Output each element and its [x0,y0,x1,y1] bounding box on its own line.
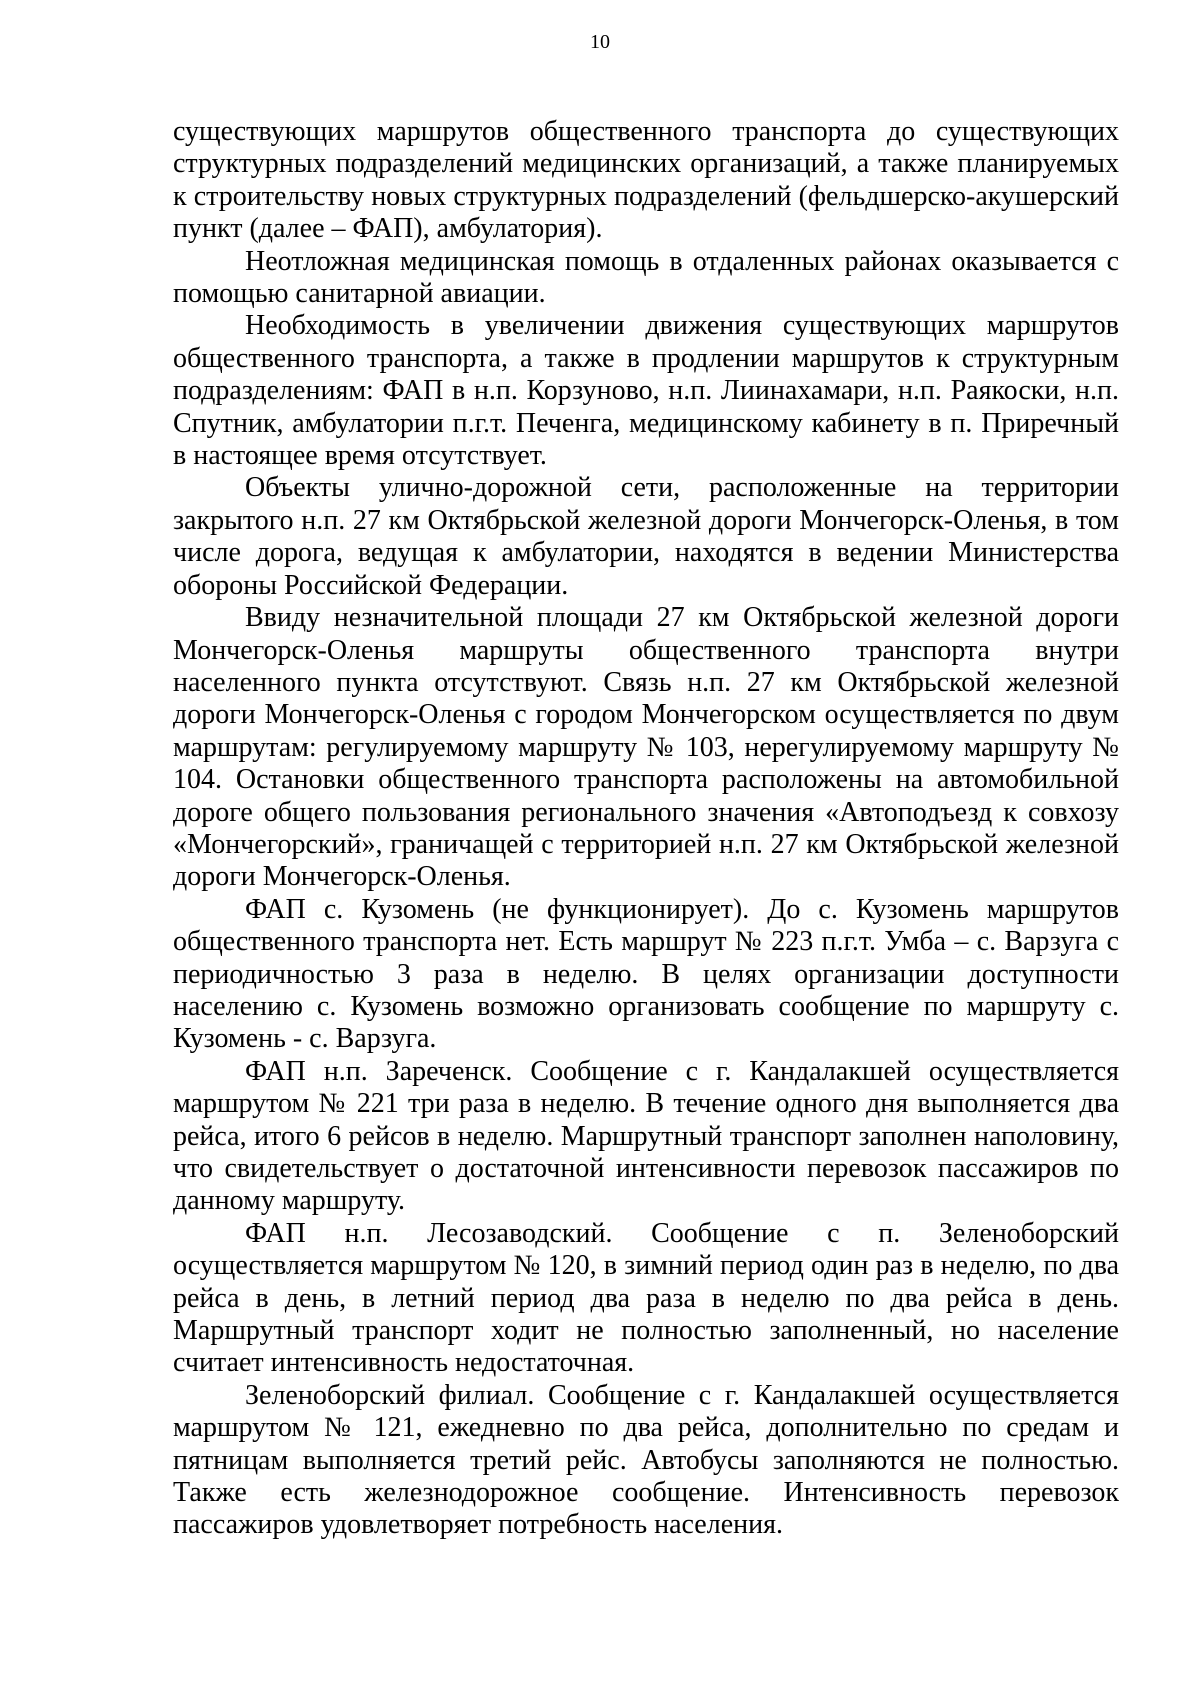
paragraph: Необходимость в увеличении движения существующих маршрутов общественного транспорта, а также в продлении маршрутов к структурным подразделениям: ФАП в н.п. Корзуново, н.п. Лиинахамари, н.п. Раякоски, н.п. Спутник, амбулатории п.г.т. Печенга, медицинскому кабинету в п. Приречный в настоящее время отсутствует. [173,310,1119,472]
paragraph: ФАП с. Кузомень (не функционирует). До с. Кузомень маршрутов общественного транспорта нет. Есть маршрут № 223 п.г.т. Умба – с. Варзуга с периодичностью 3 раза в неделю. В целях организации доступности населению с. Кузомень возможно организовать сообщение по маршруту с. Кузомень - с. Варзуга. [173,893,1119,1055]
paragraph: существующих маршрутов общественного транспорта до существующих структурных подразделений медицинских организаций, а также планируемых к строительству новых структурных подразделений (фельдшерско-акушерский пункт (далее – ФАП), амбулатория). [173,116,1119,245]
document-body [173,116,1119,1542]
page-number: 10 [590,31,610,53]
paragraph: ФАП н.п. Лесозаводский. Сообщение с п. Зеленоборский осуществляется маршрутом № 120, в зимний период один раз в неделю, по два рейса в день, в летний период два раза в неделю по два рейса в день. Маршрутный транспорт ходит не полностью заполненный, но население считает интенсивность недостаточная. [173,1217,1119,1379]
paragraph: Объекты улично-дорожной сети, расположенные на территории закрытого н.п. 27 км Октябрьской железной дороги Мончегорск-Оленья, в том числе дорога, ведущая к амбулатории, находятся в ведении Министерства обороны Российской Федерации. [173,472,1119,601]
paragraph: Неотложная медицинская помощь в отдаленных районах оказывается с помощью санитарной авиации. [173,245,1119,310]
paragraph: ФАП н.п. Зареченск. Сообщение с г. Кандалакшей осуществляется маршрутом № 221 три раза в неделю. В течение одного дня выполняется два рейса, итого 6 рейсов в неделю. Маршрутный транспорт заполнен наполовину, что свидетельствует о достаточной интенсивности перевозок пассажиров по данному маршруту. [173,1055,1119,1217]
paragraph: Зеленоборский филиал. Сообщение с г. Кандалакшей осуществляется маршрутом № 121, ежедневно по два рейса, дополнительно по средам и пятницам выполняется третий рейс. Автобусы заполняются не полностью. Также есть железнодорожное сообщение. Интенсивность перевозок пассажиров удовлетворяет потребность населения. [173,1379,1119,1541]
paragraph: Ввиду незначительной площади 27 км Октябрьской железной дороги Мончегорск-Оленья маршруты общественного транспорта внутри населенного пункта отсутствуют. Связь н.п. 27 км Октябрьской железной дороги Мончегорск-Оленья с городом Мончегорском осуществляется по двум маршрутам: регулируемому маршруту № 103, нерегулируемому маршруту № 104. Остановки общественного транспорта расположены на автомобильной дороге общего пользования регионального значения «Автоподъезд к совхозу «Мончегорский», граничащей с территорией н.п. 27 км Октябрьской железной дороги Мончегорск-Оленья. [173,602,1119,893]
